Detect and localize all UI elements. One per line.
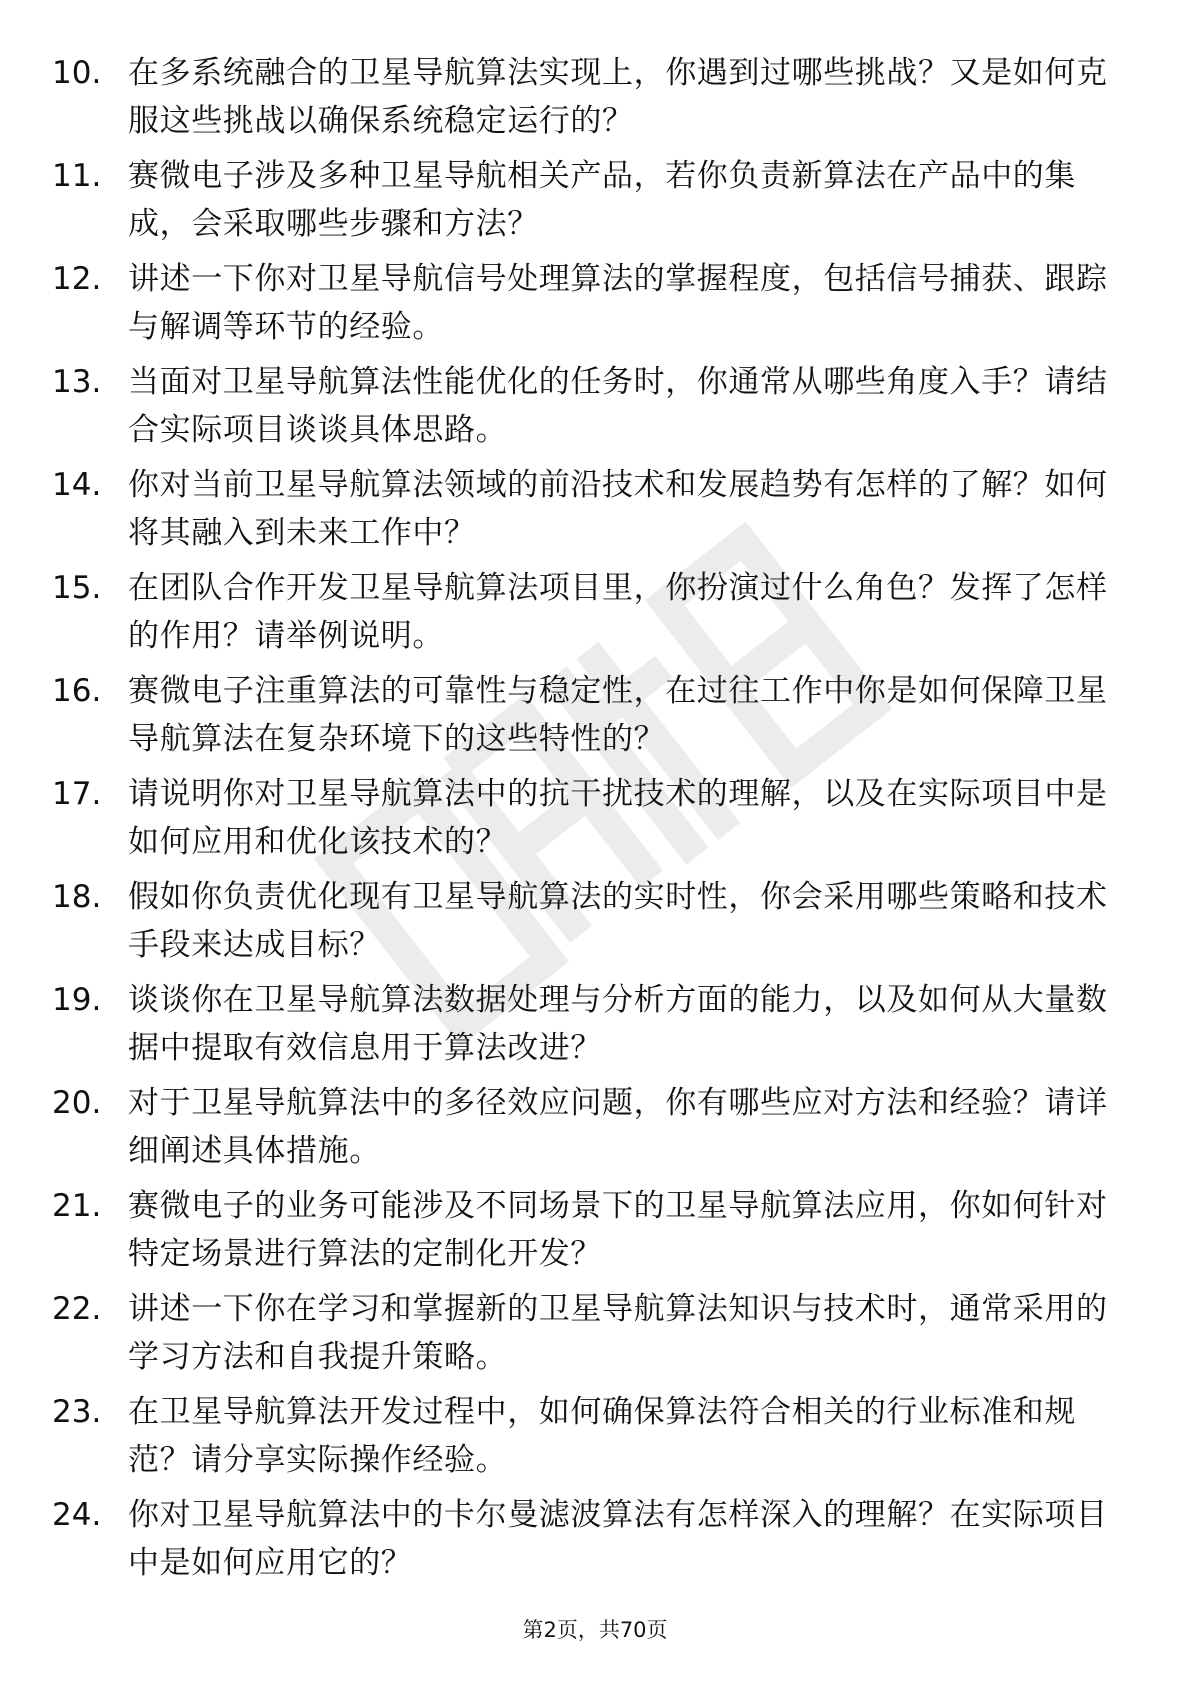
question-item [0, 1079, 1190, 1182]
question-text: 你对卫星导航算法中的卡尔曼滤波算法有怎样深入的理解？在实际项目中是如何应用它的？ [128, 1497, 1108, 1581]
question-number: 10. [52, 55, 102, 91]
question-item [0, 1285, 1190, 1388]
question-number: 12. [52, 261, 102, 297]
question-text: 讲述一下你在学习和掌握新的卫星导航算法知识与技术时，通常采用的学习方法和自我提升策略。 [128, 1291, 1108, 1375]
question-list [0, 49, 1190, 1594]
question-text: 赛微电子涉及多种卫星导航相关产品，若你负责新算法在产品中的集成，会采取哪些步骤和方法？ [128, 158, 1076, 242]
question-number: 23. [52, 1394, 102, 1430]
question-text: 对于卫星导航算法中的多径效应问题，你有哪些应对方法和经验？请详细阐述具体措施。 [128, 1085, 1108, 1169]
question-item [0, 461, 1190, 564]
question-number: 13. [52, 364, 102, 400]
question-text: 谈谈你在卫星导航算法数据处理与分析方面的能力，以及如何从大量数据中提取有效信息用于算法改进？ [128, 982, 1108, 1066]
question-number: 21. [52, 1188, 102, 1224]
page-indicator: 第2页，共70页 [522, 1618, 668, 1642]
question-text: 你对当前卫星导航算法领域的前沿技术和发展趋势有怎样的了解？如何将其融入到未来工作中？ [128, 467, 1108, 551]
question-number: 11. [52, 158, 102, 194]
question-text: 在多系统融合的卫星导航算法实现上，你遇到过哪些挑战？又是如何克服这些挑战以确保系统稳定运行的？ [128, 55, 1108, 139]
question-number: 14. [52, 467, 102, 503]
question-item [0, 976, 1190, 1079]
question-number: 17. [52, 776, 102, 812]
question-text: 假如你负责优化现有卫星导航算法的实时性，你会采用哪些策略和技术手段来达成目标？ [128, 879, 1108, 963]
question-number: 22. [52, 1291, 102, 1327]
question-item [0, 1182, 1190, 1285]
question-item [0, 1388, 1190, 1491]
question-item [0, 770, 1190, 873]
question-number: 18. [52, 879, 102, 915]
question-text: 赛微电子的业务可能涉及不同场景下的卫星导航算法应用，你如何针对特定场景进行算法的定制化开发？ [128, 1188, 1108, 1272]
question-item [0, 873, 1190, 976]
question-text: 讲述一下你对卫星导航信号处理算法的掌握程度，包括信号捕获、跟踪与解调等环节的经验。 [128, 261, 1108, 345]
question-number: 24. [52, 1497, 102, 1533]
question-item [0, 255, 1190, 358]
question-item [0, 49, 1190, 152]
question-text: 赛微电子注重算法的可靠性与稳定性，在过往工作中你是如何保障卫星导航算法在复杂环境下的这些特性的？ [128, 673, 1108, 757]
question-item [0, 667, 1190, 770]
question-item [0, 564, 1190, 667]
question-text: 请说明你对卫星导航算法中的抗干扰技术的理解，以及在实际项目中是如何应用和优化该技术的？ [128, 776, 1108, 860]
question-text: 在团队合作开发卫星导航算法项目里，你扮演过什么角色？发挥了怎样的作用？请举例说明。 [128, 570, 1108, 654]
question-number: 20. [52, 1085, 102, 1121]
question-item [0, 152, 1190, 255]
question-item [0, 1491, 1190, 1594]
question-item [0, 358, 1190, 461]
question-number: 15. [52, 570, 102, 606]
question-text: 当面对卫星导航算法性能优化的任务时，你通常从哪些角度入手？请结合实际项目谈谈具体思路。 [128, 364, 1108, 448]
question-number: 19. [52, 982, 102, 1018]
question-number: 16. [52, 673, 102, 709]
question-text: 在卫星导航算法开发过程中，如何确保算法符合相关的行业标准和规范？请分享实际操作经验。 [128, 1394, 1076, 1478]
